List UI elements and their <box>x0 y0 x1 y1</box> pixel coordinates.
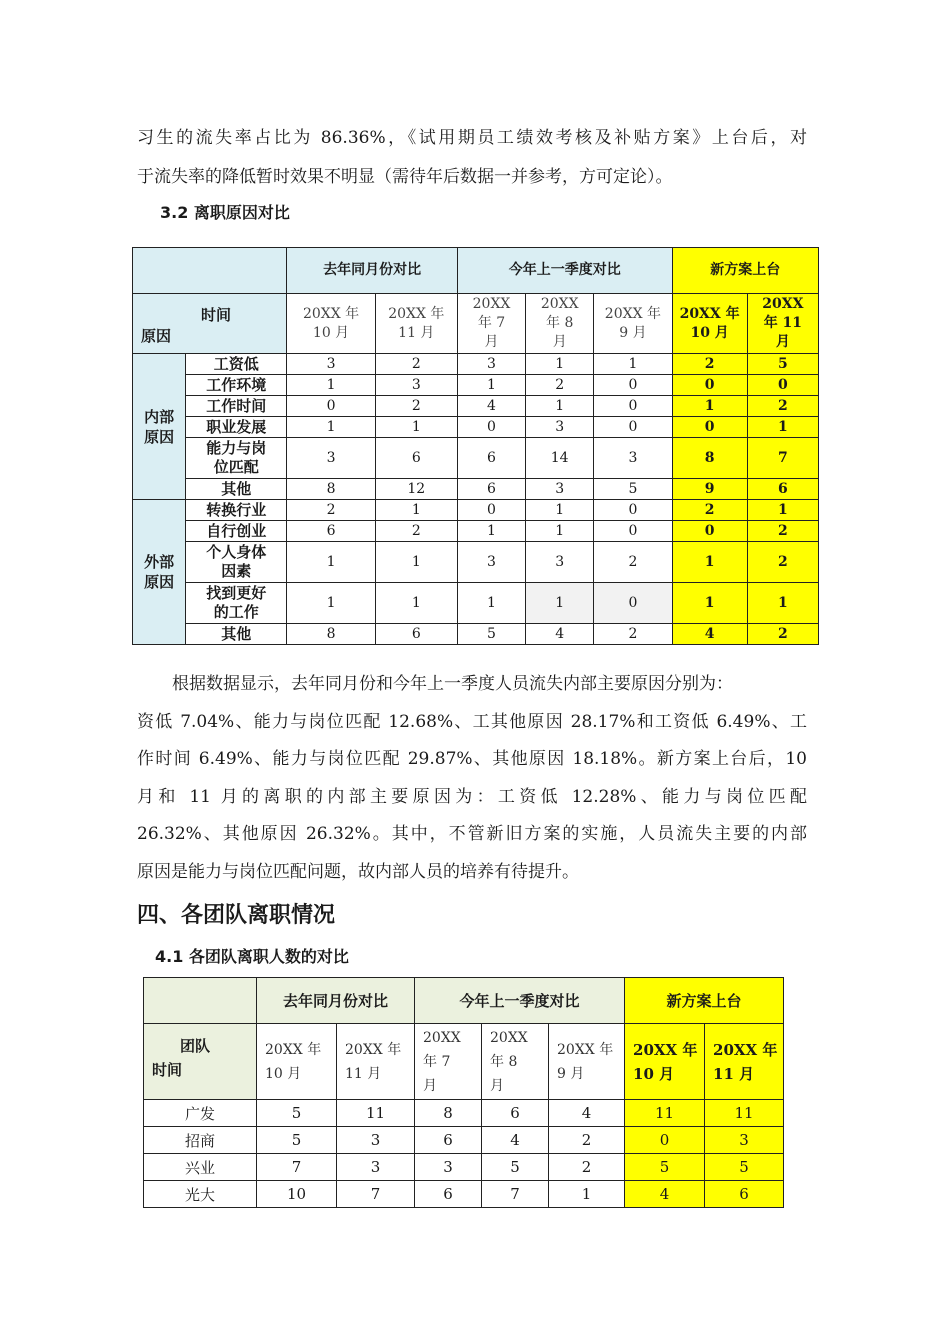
month-header <box>415 1024 482 1100</box>
table-cell: 0 <box>747 375 818 396</box>
month-header <box>482 1024 549 1100</box>
header-text-line: 20XX 年 <box>604 305 661 322</box>
header-text-line: 年 11 <box>763 315 803 331</box>
table-cell: 0 <box>672 417 747 438</box>
table-cell: 3 <box>337 1154 415 1181</box>
corner-reason-label: 原因 <box>141 327 172 345</box>
reason-label: 转换行业 <box>186 500 287 521</box>
reasons-table <box>132 247 819 645</box>
table-cell: 1 <box>526 500 594 521</box>
month-header <box>549 1024 625 1100</box>
table-cell: 1 <box>672 542 747 583</box>
table-cell: 5 <box>705 1154 784 1181</box>
header-text-line: 年 8 <box>546 315 574 331</box>
table-cell: 1 <box>526 396 594 417</box>
table-row <box>133 500 819 521</box>
table-cell: 6 <box>705 1181 784 1208</box>
analysis-line-4: 月和 11 月的离职的内部主要原因为：工资低 12.28%、能力与岗位匹配 <box>137 787 807 807</box>
table-row <box>144 1100 784 1127</box>
month-header <box>526 294 594 354</box>
table-cell: 2 <box>549 1154 625 1181</box>
month-header <box>257 1024 337 1100</box>
table-row <box>133 354 819 375</box>
external-group-label <box>133 500 186 645</box>
analysis-line-3: 作时间 6.49%、能力与岗位匹配 29.87%、其他原因 18.18%。新方案上台后，10 <box>137 749 807 769</box>
table-cell: 1 <box>287 542 375 583</box>
table-cell: 5 <box>747 354 818 375</box>
table-cell: 8 <box>672 438 747 479</box>
table-cell: 4 <box>672 624 747 645</box>
table-cell: 2 <box>375 396 457 417</box>
table-row <box>133 521 819 542</box>
month-header-new <box>625 1024 705 1100</box>
header-text-line: 11 月 <box>713 1064 755 1083</box>
reason-label: 工作环境 <box>186 375 287 396</box>
header-text-line: 原因 <box>144 427 175 446</box>
table-cell: 7 <box>747 438 818 479</box>
table-cell: 3 <box>375 375 457 396</box>
table-cell: 1 <box>457 375 525 396</box>
header-text-line: 20XX 年 <box>557 1041 614 1058</box>
table-cell: 6 <box>375 438 457 479</box>
analysis-line-6: 原因是能力与岗位匹配问题，故内部人员的培养有待提升。 <box>137 862 579 882</box>
analysis-line-2: 资低 7.04%、能力与岗位匹配 12.68%、工其他原因 28.17%和工资低 6.49%、工 <box>137 712 807 732</box>
table-cell: 0 <box>625 1127 705 1154</box>
table-cell: 1 <box>747 583 818 624</box>
table-cell: 3 <box>526 417 594 438</box>
month-header <box>594 294 672 354</box>
header-text-line: 原因 <box>144 573 175 591</box>
table-cell: 1 <box>375 417 457 438</box>
table-cell: 6 <box>287 521 375 542</box>
table-cell: 7 <box>482 1181 549 1208</box>
table-cell: 14 <box>526 438 594 479</box>
table-cell: 3 <box>287 438 375 479</box>
table-cell: 5 <box>482 1154 549 1181</box>
table-cell: 1 <box>375 583 457 624</box>
corner-time-label: 时间 <box>152 1061 183 1079</box>
table-cell: 0 <box>594 417 672 438</box>
reason-label: 工资低 <box>186 354 287 375</box>
table-row <box>133 438 819 479</box>
header-text-line: 年 8 <box>490 1053 518 1070</box>
table-cell: 0 <box>594 500 672 521</box>
header-text-line: 9 月 <box>557 1065 585 1082</box>
table-cell: 3 <box>594 438 672 479</box>
corner-team-label: 团队 <box>180 1037 211 1055</box>
table-cell: 1 <box>287 375 375 396</box>
header-text-line: 10 月 <box>690 324 729 341</box>
table-cell: 11 <box>705 1100 784 1127</box>
table-cell: 1 <box>747 500 818 521</box>
header-text-line: 11 月 <box>345 1065 382 1082</box>
table-cell: 2 <box>594 624 672 645</box>
reason-label: 工作时间 <box>186 396 287 417</box>
header-text-line: 能力与岗 <box>206 439 267 457</box>
table-cell: 5 <box>257 1127 337 1154</box>
header-text-line: 20XX <box>423 1029 461 1046</box>
table-cell: 11 <box>337 1100 415 1127</box>
header-text-line: 10 月 <box>633 1064 675 1083</box>
teams-corner-top <box>144 978 257 1024</box>
team-label: 光大 <box>144 1181 257 1208</box>
table-cell: 2 <box>747 542 818 583</box>
header-text-line: 年 7 <box>477 315 506 331</box>
table-row <box>144 1127 784 1154</box>
month-header-new <box>705 1024 784 1100</box>
table-cell: 6 <box>415 1181 482 1208</box>
table-cell: 6 <box>482 1100 549 1127</box>
table-cell: 5 <box>594 479 672 500</box>
header-text-line: 年 7 <box>423 1053 451 1070</box>
table-cell: 0 <box>672 375 747 396</box>
table-row <box>133 479 819 500</box>
table-cell: 3 <box>526 542 594 583</box>
table-cell: 12 <box>375 479 457 500</box>
table-cell: 0 <box>594 375 672 396</box>
reason-label: 职业发展 <box>186 417 287 438</box>
reasons-header-last-year: 去年同月份对比 <box>287 248 457 294</box>
table-cell: 2 <box>375 521 457 542</box>
table-cell: 2 <box>747 521 818 542</box>
table-cell: 0 <box>672 521 747 542</box>
team-label: 广发 <box>144 1100 257 1127</box>
table-cell: 6 <box>375 624 457 645</box>
table-cell: 3 <box>705 1127 784 1154</box>
reason-label <box>186 583 287 624</box>
table-row <box>133 417 819 438</box>
header-text-line: 10 月 <box>312 324 350 341</box>
table-cell: 2 <box>747 624 818 645</box>
header-text-line: 个人身体 <box>206 543 267 561</box>
table-cell: 4 <box>549 1100 625 1127</box>
table-row <box>133 624 819 645</box>
header-text-line: 20XX 年 <box>265 1041 322 1058</box>
table-cell: 4 <box>526 624 594 645</box>
table-cell: 4 <box>457 396 525 417</box>
table-row <box>133 396 819 417</box>
reason-label <box>186 438 287 479</box>
header-text-line: 外部 <box>144 553 175 571</box>
header-text-line: 内部 <box>144 407 175 426</box>
table-cell: 0 <box>287 396 375 417</box>
table-cell: 1 <box>375 542 457 583</box>
reasons-header-new-plan: 新方案上台 <box>672 248 818 294</box>
teams-header-last-year: 去年同月份对比 <box>257 978 415 1024</box>
table-cell: 11 <box>625 1100 705 1127</box>
table-cell: 1 <box>594 354 672 375</box>
header-text-line: 20XX <box>490 1029 528 1046</box>
header-text-line: 20XX 年 <box>633 1040 698 1059</box>
month-header-new <box>747 294 818 354</box>
header-text-line: 月 <box>552 334 567 350</box>
team-label: 招商 <box>144 1127 257 1154</box>
table-cell: 8 <box>287 479 375 500</box>
header-text-line: 月 <box>484 334 499 350</box>
month-header <box>287 294 375 354</box>
header-text-line: 20XX 年 <box>302 305 360 322</box>
header-text-line: 11 月 <box>398 324 435 341</box>
table-cell: 6 <box>457 479 525 500</box>
table-cell: 2 <box>672 354 747 375</box>
header-text-line: 因素 <box>221 562 252 580</box>
teams-header-new-plan: 新方案上台 <box>625 978 784 1024</box>
table-row <box>133 375 819 396</box>
table-cell: 6 <box>415 1127 482 1154</box>
header-text-line: 找到更好 <box>206 584 267 602</box>
header-text-line: 月 <box>490 1077 505 1094</box>
header-text-line: 10 月 <box>265 1065 302 1082</box>
month-header <box>457 294 525 354</box>
table-cell: 3 <box>415 1154 482 1181</box>
table-cell: 1 <box>672 583 747 624</box>
section-3-2-title: 3.2 离职原因对比 <box>160 203 290 222</box>
section-4-1-title: 4.1 各团队离职人数的对比 <box>155 947 349 966</box>
table-cell: 1 <box>375 500 457 521</box>
table-cell: 1 <box>747 417 818 438</box>
teams-header-this-year: 今年上一季度对比 <box>415 978 625 1024</box>
table-cell: 3 <box>287 354 375 375</box>
reasons-corner <box>133 294 287 354</box>
intro-line-1: 习生的流失率占比为 86.36%，《试用期员工绩效考核及补贴方案》上台后，对 <box>137 128 807 148</box>
table-cell: 2 <box>287 500 375 521</box>
table-cell: 1 <box>457 583 525 624</box>
table-cell: 2 <box>672 500 747 521</box>
table-cell: 8 <box>287 624 375 645</box>
table-cell: 1 <box>287 583 375 624</box>
table-cell: 3 <box>337 1127 415 1154</box>
header-text-line: 月 <box>423 1077 438 1094</box>
table-cell: 1 <box>526 354 594 375</box>
table-cell: 5 <box>257 1100 337 1127</box>
month-header <box>375 294 457 354</box>
header-text-line: 9 月 <box>619 324 647 341</box>
table-cell: 0 <box>594 583 672 624</box>
table-cell: 1 <box>672 396 747 417</box>
month-header-new <box>672 294 747 354</box>
reason-label: 其他 <box>186 624 287 645</box>
header-text-line: 20XX 年 <box>713 1040 778 1059</box>
table-cell: 5 <box>625 1154 705 1181</box>
table-cell: 1 <box>526 583 594 624</box>
table-cell: 2 <box>375 354 457 375</box>
teams-corner <box>144 1024 257 1100</box>
table-cell: 6 <box>457 438 525 479</box>
table-cell: 2 <box>747 396 818 417</box>
reason-label <box>186 542 287 583</box>
intro-line-2: 于流失率的降低暂时效果不明显（需待年后数据一并参考，方可定论）。 <box>137 167 673 187</box>
header-text-line: 20XX <box>762 296 804 312</box>
table-cell: 3 <box>457 542 525 583</box>
table-cell: 1 <box>287 417 375 438</box>
table-cell: 2 <box>594 542 672 583</box>
header-text-line: 20XX <box>540 296 579 312</box>
table-cell: 5 <box>457 624 525 645</box>
corner-time-label: 时间 <box>201 306 232 324</box>
table-cell: 7 <box>337 1181 415 1208</box>
analysis-line-1: 根据数据显示，去年同月份和今年上一季度人员流失内部主要原因分别为： <box>172 674 733 694</box>
table-row <box>144 1181 784 1208</box>
table-cell: 1 <box>549 1181 625 1208</box>
header-text-line: 20XX <box>472 296 511 312</box>
header-text-line: 月 <box>775 334 790 350</box>
section-4-title: 四、各团队离职情况 <box>137 903 336 928</box>
table-cell: 0 <box>457 500 525 521</box>
teams-table <box>143 977 784 1208</box>
analysis-line-5: 26.32%、其他原因 26.32%。其中，不管新旧方案的实施，人员流失主要的内部 <box>137 824 807 844</box>
reason-label: 自行创业 <box>186 521 287 542</box>
table-cell: 3 <box>457 354 525 375</box>
table-cell: 4 <box>482 1127 549 1154</box>
reasons-header-this-year: 今年上一季度对比 <box>457 248 672 294</box>
table-row <box>144 1154 784 1181</box>
table-cell: 0 <box>594 396 672 417</box>
table-row <box>133 542 819 583</box>
table-cell: 1 <box>526 521 594 542</box>
header-text-line: 20XX 年 <box>679 305 740 322</box>
table-cell: 0 <box>594 521 672 542</box>
table-cell: 8 <box>415 1100 482 1127</box>
table-cell: 3 <box>526 479 594 500</box>
reasons-corner-top <box>133 248 287 294</box>
table-cell: 0 <box>457 417 525 438</box>
table-cell: 9 <box>672 479 747 500</box>
month-header <box>337 1024 415 1100</box>
header-text-line: 20XX 年 <box>388 305 445 322</box>
header-text-line: 的工作 <box>213 603 259 621</box>
reason-label: 其他 <box>186 479 287 500</box>
internal-group-label <box>133 354 186 500</box>
table-cell: 7 <box>257 1154 337 1181</box>
header-text-line: 位匹配 <box>213 458 259 476</box>
table-cell: 4 <box>625 1181 705 1208</box>
table-cell: 2 <box>526 375 594 396</box>
table-cell: 10 <box>257 1181 337 1208</box>
header-text-line: 20XX 年 <box>345 1041 402 1058</box>
table-row <box>133 583 819 624</box>
table-cell: 2 <box>549 1127 625 1154</box>
table-cell: 1 <box>457 521 525 542</box>
table-cell: 6 <box>747 479 818 500</box>
team-label: 兴业 <box>144 1154 257 1181</box>
